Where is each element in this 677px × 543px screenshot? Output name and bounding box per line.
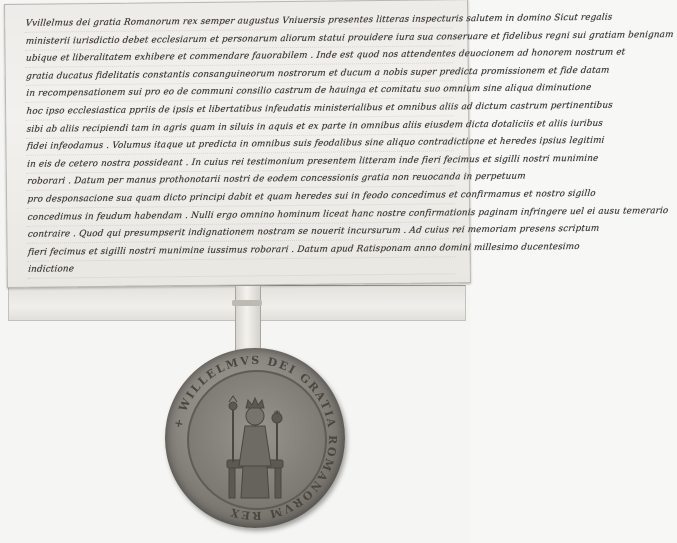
charter-line: concedimus in feudum habendam . Nulli ergo omnino hominum liceat hanc nostre confirmationis paginam infringere uel ei ausu temerario — [26, 208, 456, 229]
charter-line: ministerii iurisdictio debet ecclesiarum et personarum aliorum statui prouidere iura sua conseruare et fidelibus regni sui gratiam benignam — [25, 32, 455, 53]
charter-line: roborari . Datum per manus prothonotarii nostri de eodem concessionis gratia non reuocanda in perpetuum — [26, 173, 456, 194]
enthroned-king-figure — [227, 396, 283, 498]
seal-tag-slot — [232, 300, 262, 306]
charter-line: fidei infeodamus . Volumus itaque ut predicta in omnibus suis feodalibus sine aliquo contradictione et heredes ipsius legitimi — [26, 137, 456, 158]
charter-line: hoc ipso ecclesiastica ppriis de ipsis et libertatibus infeudatis ministerialibus et omnibus aliis ad dictum castrum pertinentibus — [25, 102, 455, 123]
charter-line: fieri fecimus et sigilli nostri munimine iussimus roborari . Datum apud Ratisponam anno domini millesimo ducentesimo — [27, 243, 457, 264]
charter-text — [25, 12, 674, 282]
charter-parchment — [4, 0, 674, 288]
charter-line: pro desponsacione sua quam dicto principi dabit et quam heredes sui in feodo concedimus et confirmamus et nostro sigillo — [26, 190, 456, 211]
charter-line: Vvillelmus dei gratia Romanorum rex semper augustus Vniuersis presentes litteras inspecturis salutem in domino Sicut regalis — [24, 14, 454, 35]
charter-line: in recompensationem sui pro eo de communi consilio castrum de hauinga et comitatu suo omnium sine aliqua diminutione — [25, 85, 455, 106]
charter-line: ubique et liberalitatem exhibere et commendare fauorabilem . Inde est quod nos attendentes deuocionem ad honorem nostrum et — [25, 49, 455, 70]
charter-line: gratia ducatus fidelitatis constantis consanguineorum nostrorum et ducum a nobis super predicta promissionem et fide datam — [25, 67, 455, 88]
charter-line: contraire . Quod qui presumpserit indignationem nostram se nouerit incursurum . Ad cuius rei memoriam presens scriptum — [27, 225, 457, 246]
seal-legend-path: + WILLELMVS DEI GRATIA ROMANORVM REX — [171, 353, 340, 523]
charter-line: in eis de cetero nostra possideant . In cuius rei testimonium presentem litteram inde fieri fecimus et sigilli nostri munimine — [26, 155, 456, 176]
wax-seal — [165, 348, 345, 528]
seal-image — [165, 348, 345, 528]
charter-line: indictione — [27, 261, 457, 282]
charter-line: sibi ab aliis recipiendi tam in agris quam in siluis in aquis et ex parte in omnibus aliis eiusdem dicta dotaliciis et aliis iuribus — [26, 120, 456, 141]
